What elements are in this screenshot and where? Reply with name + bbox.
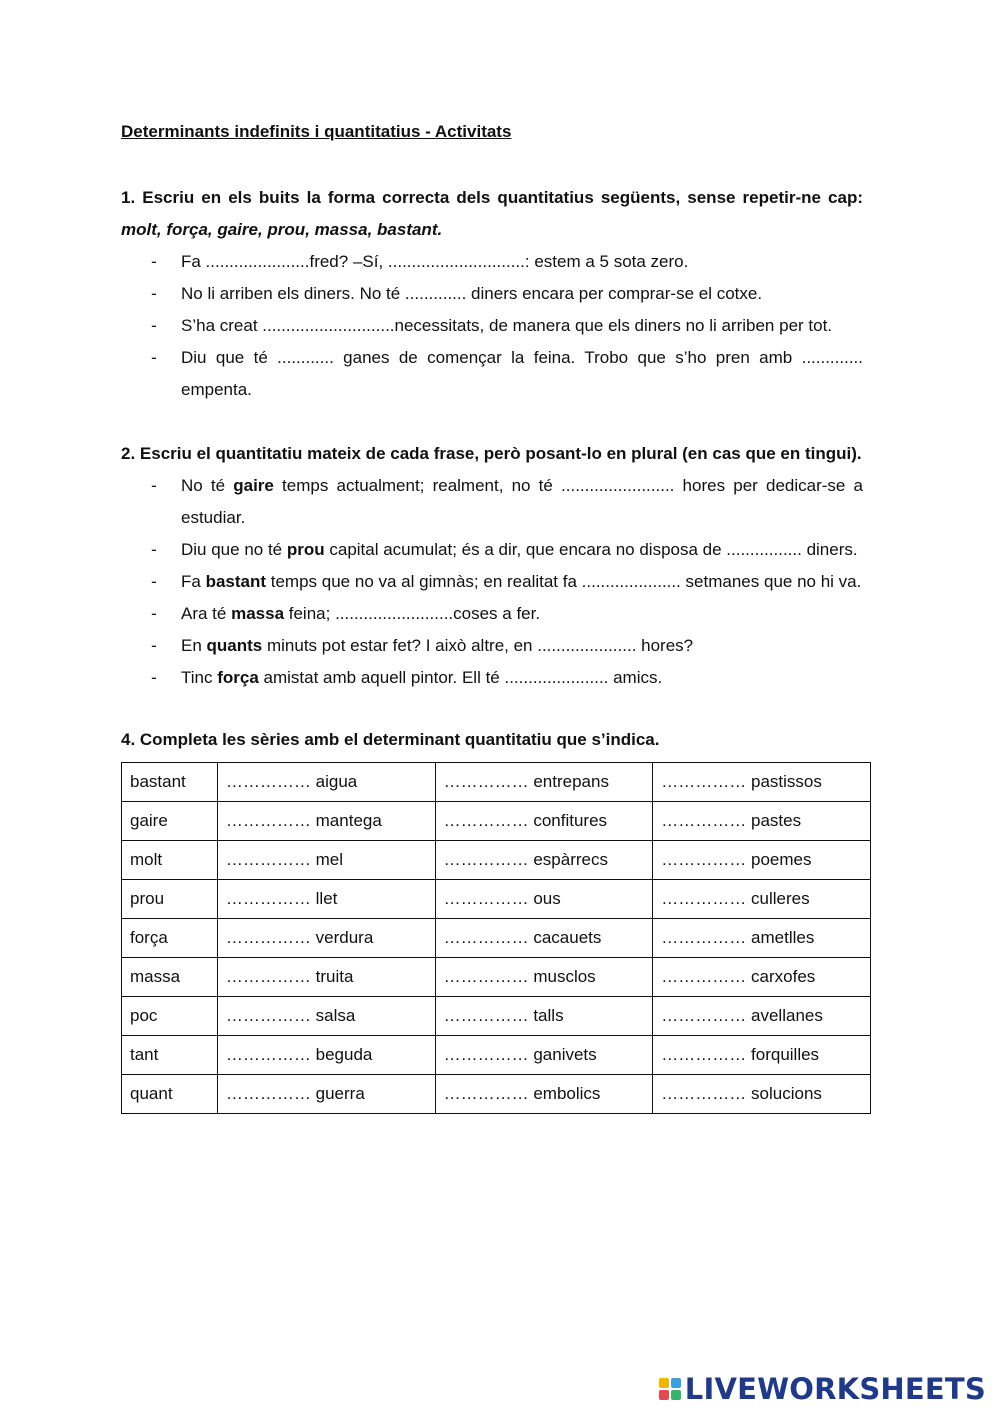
fill-in-cell[interactable]: …………… culleres xyxy=(653,880,871,919)
brand-name: LIVEWORKSHEETS xyxy=(684,1372,986,1406)
fill-in-cell[interactable]: …………… verdura xyxy=(217,919,435,958)
table-row xyxy=(122,958,871,997)
question-1-heading xyxy=(121,182,863,246)
fill-in-cell[interactable]: …………… espàrrecs xyxy=(435,841,653,880)
bullet-dash: - xyxy=(151,604,157,623)
worksheet-page xyxy=(121,118,863,1114)
exercise-text-pre: Diu que no té xyxy=(181,540,287,559)
exercise-item xyxy=(121,630,863,662)
logo-square xyxy=(659,1378,669,1388)
quantifier-label: poc xyxy=(122,997,218,1036)
question-1-instruction: 1. Escriu en els buits la forma correcta dels quantitatius següents, sense repetir-ne cap: xyxy=(121,188,863,207)
exercise-item xyxy=(121,246,863,278)
exercise-item xyxy=(121,662,863,694)
quantifier-word: quants xyxy=(206,636,263,655)
fill-in-cell[interactable]: …………… avellanes xyxy=(653,997,871,1036)
question-1-items xyxy=(121,246,863,406)
fill-in-cell[interactable]: …………… pastissos xyxy=(653,763,871,802)
fill-in-cell[interactable]: …………… forquilles xyxy=(653,1036,871,1075)
table-row xyxy=(122,880,871,919)
quantifier-word: força xyxy=(217,668,259,687)
exercise-text-pre: Ara té xyxy=(181,604,232,623)
exercise-item xyxy=(121,342,863,406)
fill-in-cell[interactable]: …………… ametlles xyxy=(653,919,871,958)
liveworksheets-logo-icon xyxy=(659,1378,681,1400)
table-row xyxy=(122,763,871,802)
table-row xyxy=(122,919,871,958)
fill-in-cell[interactable]: …………… ous xyxy=(435,880,653,919)
page-title: Determinants indefinits i quantitatius - Activitats xyxy=(121,122,512,141)
footer-logo xyxy=(659,1372,986,1406)
bullet-dash: - xyxy=(151,476,157,495)
fill-in-cell[interactable]: …………… llet xyxy=(217,880,435,919)
fill-in-cell[interactable]: …………… salsa xyxy=(217,997,435,1036)
quantifier-label: bastant xyxy=(122,763,218,802)
exercise-text: Diu que té ............ ganes de començar la feina. Trobo que s’ho pren amb ............. empenta. xyxy=(181,348,863,399)
bullet-dash: - xyxy=(151,636,157,655)
exercise-text: Fa ......................fred? –Sí, .............................: estem a 5 sota zero. xyxy=(181,252,689,271)
fill-in-cell[interactable]: …………… poemes xyxy=(653,841,871,880)
exercise-text-pre: En xyxy=(181,636,207,655)
question-2-items xyxy=(121,470,863,694)
exercise-text-pre: Fa xyxy=(181,572,206,591)
question-2-heading: 2. Escriu el quantitatiu mateix de cada frase, però posant-lo en plural (en cas que en tingui). xyxy=(121,444,862,463)
quantifier-label: molt xyxy=(122,841,218,880)
bullet-dash: - xyxy=(151,540,157,559)
logo-square xyxy=(659,1390,669,1400)
exercise-item xyxy=(121,534,863,566)
bullet-dash: - xyxy=(151,572,157,591)
fill-in-cell[interactable]: …………… mel xyxy=(217,841,435,880)
exercise-text-post: temps que no va al gimnàs; en realitat fa ..................... setmanes que no hi va. xyxy=(266,572,862,591)
fill-in-cell[interactable]: …………… pastes xyxy=(653,802,871,841)
table-row xyxy=(122,841,871,880)
exercise-text-post: feina; .........................coses a fer. xyxy=(284,604,541,623)
fill-in-cell[interactable]: …………… ganivets xyxy=(435,1036,653,1075)
fill-in-cell[interactable]: …………… solucions xyxy=(653,1075,871,1114)
fill-in-cell[interactable]: …………… mantega xyxy=(217,802,435,841)
bullet-dash: - xyxy=(151,668,157,687)
fill-in-cell[interactable]: …………… confitures xyxy=(435,802,653,841)
quantifier-word: bastant xyxy=(205,572,267,591)
quantifier-label: massa xyxy=(122,958,218,997)
exercise-item xyxy=(121,278,863,310)
quantifier-label: força xyxy=(122,919,218,958)
exercise-item xyxy=(121,310,863,342)
fill-in-cell[interactable]: …………… musclos xyxy=(435,958,653,997)
bullet-dash: - xyxy=(151,284,157,303)
quantifier-label: tant xyxy=(122,1036,218,1075)
exercise-text-post: amistat amb aquell pintor. Ell té ...................... amics. xyxy=(258,668,663,687)
fill-in-cell[interactable]: …………… beguda xyxy=(217,1036,435,1075)
exercise-text: S’ha creat ............................necessitats, de manera que els diners no li arriben per tot. xyxy=(181,316,833,335)
exercise-text-post: capital acumulat; és a dir, que encara no disposa de ................ diners. xyxy=(324,540,858,559)
fill-in-cell[interactable]: …………… cacauets xyxy=(435,919,653,958)
exercise-item xyxy=(121,598,863,630)
quantifier-label: prou xyxy=(122,880,218,919)
question-2 xyxy=(121,438,863,694)
exercise-item xyxy=(121,470,863,534)
quantifier-word: prou xyxy=(286,540,325,559)
question-1 xyxy=(121,182,863,406)
bullet-dash: - xyxy=(151,316,157,335)
bullet-dash: - xyxy=(151,348,157,367)
bullet-dash: - xyxy=(151,252,157,271)
exercise-text-post: minuts pot estar fet? I això altre, en ..................... hores? xyxy=(262,636,694,655)
question-1-word-list: molt, força, gaire, prou, massa, bastant. xyxy=(121,220,443,239)
quantifier-word: massa xyxy=(231,604,285,623)
fill-in-cell[interactable]: …………… carxofes xyxy=(653,958,871,997)
exercise-item xyxy=(121,566,863,598)
quantifier-word: gaire xyxy=(233,476,274,495)
table-row xyxy=(122,1075,871,1114)
fill-in-cell[interactable]: …………… aigua xyxy=(217,763,435,802)
fill-in-cell[interactable]: …………… entrepans xyxy=(435,763,653,802)
quantifier-label: quant xyxy=(122,1075,218,1114)
exercise-text-pre: No té xyxy=(181,476,234,495)
table-row xyxy=(122,1036,871,1075)
logo-square xyxy=(671,1390,681,1400)
series-table xyxy=(121,762,871,1114)
question-4 xyxy=(121,724,863,1114)
fill-in-cell[interactable]: …………… guerra xyxy=(217,1075,435,1114)
table-row xyxy=(122,997,871,1036)
exercise-text-pre: Tinc xyxy=(181,668,218,687)
fill-in-cell[interactable]: …………… truita xyxy=(217,958,435,997)
logo-square xyxy=(671,1378,681,1388)
table-row xyxy=(122,802,871,841)
question-4-heading: 4. Completa les sèries amb el determinant quantitatiu que s’indica. xyxy=(121,730,660,749)
fill-in-cell[interactable]: …………… talls xyxy=(435,997,653,1036)
exercise-text-post: temps actualment; realment, no té ........................ hores per dedicar-se a estudiar. xyxy=(181,476,863,527)
fill-in-cell[interactable]: …………… embolics xyxy=(435,1075,653,1114)
quantifier-label: gaire xyxy=(122,802,218,841)
exercise-text: No li arriben els diners. No té ............. diners encara per comprar-se el cotxe. xyxy=(181,284,763,303)
